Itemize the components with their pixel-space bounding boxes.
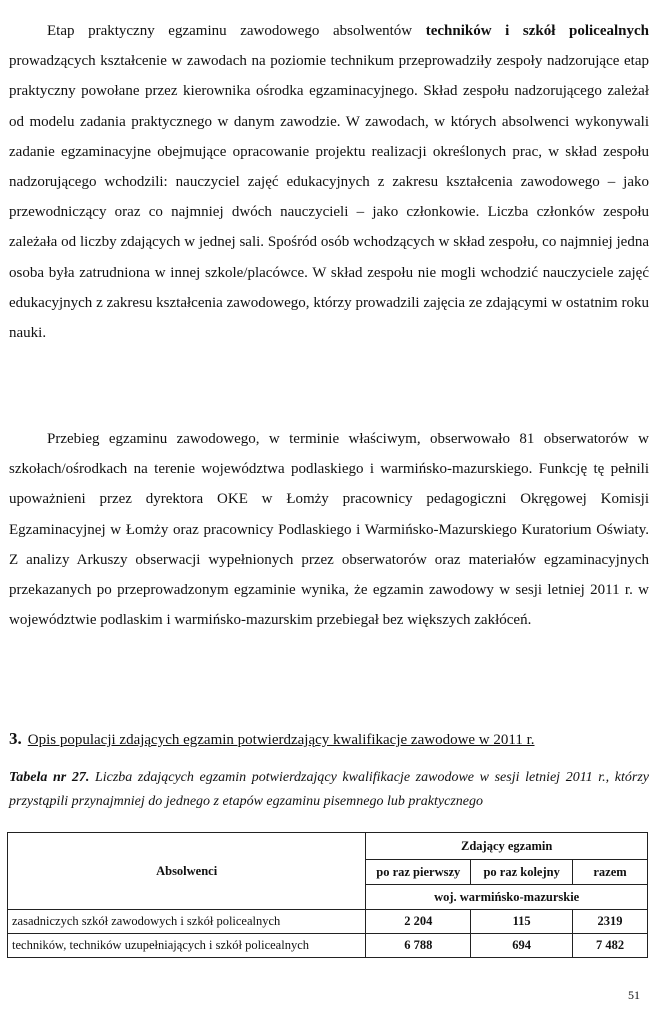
section-title: Opis populacji zdających egzamin potwierdzający kwalifikacje zawodowe w 2011 r. bbox=[27, 732, 535, 748]
table-column-header: po raz kolejny bbox=[471, 860, 573, 885]
paragraph1-intro: Etap praktyczny egzaminu zawodowego absolwentów bbox=[47, 23, 426, 39]
table-cell: 7 482 bbox=[573, 934, 648, 958]
table-row bbox=[8, 910, 648, 934]
table-group-header: Zdający egzamin bbox=[366, 833, 648, 860]
table-row-label: techników, techników uzupełniających i szkół policealnych bbox=[8, 934, 366, 958]
table-row-header: Absolwenci bbox=[8, 833, 366, 910]
table-caption-label: Tabela nr 27. bbox=[9, 770, 90, 785]
paragraph2-text: Przebieg egzaminu zawodowego, w terminie właściwym, obserwowało 81 obserwatorów w szkołach/ośrodkach na terenie województwa podlaskiego i warmińsko-mazurskiego. Funkcję tę pełnili upoważnieni przez dyrektora OKE w Łomży pracownicy pedagogiczni Okręgowej Komisji Egzaminacyjnej w Łomży oraz pracownicy Podlaskiego i Warmińsko-Mazurskiego Kuratorium Oświaty. Z analizy Arkuszy obserwacji wypełnionych przez obserwatorów oraz materiałów egzaminacyjnych przekazanych po przeprowadzonym egzaminie wynika, że egzamin zawodowy w sesji letniej 2011 r. w województwie podlaskim i warmińsko-mazurskim przebiegał bez większych zakłóceń. bbox=[9, 431, 649, 629]
table-row-label: zasadniczych szkół zawodowych i szkół policealnych bbox=[8, 910, 366, 934]
table-column-header: razem bbox=[573, 860, 648, 885]
section-number: 3. bbox=[9, 729, 22, 748]
table-cell: 115 bbox=[471, 910, 573, 934]
paragraph-observers bbox=[9, 424, 649, 635]
examinees-table bbox=[7, 832, 648, 958]
table-cell: 6 788 bbox=[366, 934, 471, 958]
table-cell: 694 bbox=[471, 934, 573, 958]
table-caption-text: Liczba zdających egzamin potwierdzający kwalifikacje zawodowe w sesji letniej 2011 r., którzy przystąpili przynajmniej do jednego z etapów egzaminu pisemnego lub praktycznego bbox=[9, 770, 649, 809]
table-row bbox=[8, 934, 648, 958]
section-heading bbox=[9, 729, 649, 749]
paragraph1-bold: techników i szkół policealnych bbox=[425, 23, 649, 39]
table-region-header: woj. warmińsko-mazurskie bbox=[366, 885, 648, 910]
page-number: 51 bbox=[628, 988, 640, 1002]
paragraph1-rest: prowadzących kształcenie w zawodach na poziomie technikum przeprowadziły zespoły nadzorujące etap praktyczny powołane przez kierownika ośrodka egzaminacyjnego. Skład zespołu nadzorującego zależał od modelu zadania praktycznego w danym zawodzie. W zawodach, w których absolwenci wykonywali zadanie egzaminacyjne obejmujące opracowanie projektu realizacji określonych prac, w skład zespołu nadzorującego wchodzili: nauczyciel zajęć edukacyjnych z zakresu kształcenia zawodowego – jako przewodniczący oraz co najmniej dwóch nauczycieli – jako członkowie. Liczba członków zespołu zależała od liczby zdających w jednej sali. Spośród osób wchodzących w skład zespołu, co najmniej jedna osoba była zatrudniona w innej szkole/placówce. W skład zespołu nie mogli wchodzić nauczyciele zajęć edukacyjnych z zakresu kształcenia zawodowego, którzy prowadzili zajęcia ze zdającymi w ostatnim roku nauki. bbox=[9, 53, 649, 342]
paragraph-supervising-teams bbox=[9, 16, 649, 348]
table-cell: 2 204 bbox=[366, 910, 471, 934]
table-column-header: po raz pierwszy bbox=[366, 860, 471, 885]
table-cell: 2319 bbox=[573, 910, 648, 934]
table-caption bbox=[9, 766, 649, 814]
